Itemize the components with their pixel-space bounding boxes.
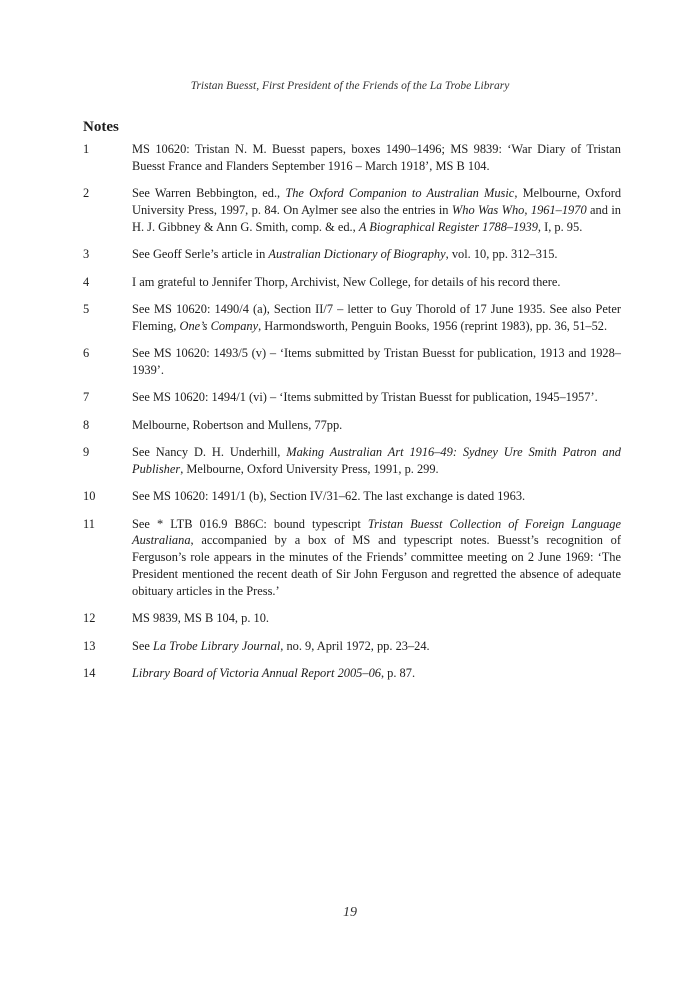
text-segment: , accompanied by a box of MS and typescript notes. Buesst’s recognition of Ferguson’s role appears in the minutes of the Friends’ committee meeting on 2 June 1969: ‘The President mentioned the recent death of Sir John Ferguson and regretted the absence of adequate obituary articles in the Press.’ xyxy=(132,533,621,598)
footnote-number: 5 xyxy=(83,301,90,316)
footnote-number: 13 xyxy=(83,638,96,653)
footnote-number: 8 xyxy=(83,417,90,432)
footnote-item xyxy=(83,516,621,600)
footnote-item xyxy=(83,665,621,682)
footnote-item xyxy=(83,141,621,175)
footnote-item xyxy=(83,345,621,379)
footnote-text xyxy=(132,301,621,335)
footnote-text xyxy=(132,610,621,627)
italic-title: Making Australian Art 1916–49: Sydney Ure Smith Patron and Publisher xyxy=(132,445,621,476)
text-segment: Melbourne, Robertson and Mullens, 77pp. xyxy=(132,417,343,432)
footnote-text xyxy=(132,444,621,478)
footnote-number: 12 xyxy=(83,611,96,626)
italic-title: Who Was Who, 1961–1970 xyxy=(451,202,587,217)
footnote-item xyxy=(83,274,621,291)
footnote-number: 1 xyxy=(83,142,90,156)
text-segment: MS 9839, MS B 104, p. 10. xyxy=(132,611,270,626)
text-segment: See Warren Bebbington, ed., xyxy=(132,186,286,201)
text-segment: See MS 10620: 1491/1 (b), Section IV/31–62. The last exchange is dated 1963. xyxy=(132,489,526,504)
text-segment: I am grateful to Jennifer Thorp, Archivist, New College, for details of his record there. xyxy=(132,274,561,289)
notes-heading: Notes xyxy=(83,119,119,135)
text-segment: , p. 87. xyxy=(380,666,416,681)
footnote-number: 14 xyxy=(83,666,96,681)
footnote-text xyxy=(132,665,621,682)
footnote-text xyxy=(132,185,621,235)
text-segment: See Geoff Serle’s article in xyxy=(132,247,269,262)
footnote-text xyxy=(132,246,621,263)
footnote-number: 7 xyxy=(83,390,90,405)
footnote-item xyxy=(83,389,621,406)
footnote-text xyxy=(132,488,621,505)
italic-title: Library Board of Victoria Annual Report 2005–06 xyxy=(132,666,381,681)
text-segment: MS 10620: Tristan N. M. Buesst papers, boxes 1490–1496; MS 9839: ‘War Diary of Tristan Buesst France and Flanders September 1916 – March 1918’, MS B 104. xyxy=(132,142,621,173)
footnote-number: 2 xyxy=(83,186,90,201)
italic-title: The Oxford Companion to Australian Music xyxy=(285,186,515,201)
text-segment: See * LTB 016.9 B86C: bound typescript xyxy=(132,516,368,531)
footnote-item xyxy=(83,488,621,505)
text-segment: , vol. 10, pp. 312–315. xyxy=(445,247,558,262)
footnote-item xyxy=(83,610,621,627)
footnote-text xyxy=(132,389,621,406)
footnote-text xyxy=(132,638,621,655)
text-segment: , I, p. 95. xyxy=(537,219,583,234)
footnote-number: 10 xyxy=(83,489,96,504)
italic-title: La Trobe Library Journal xyxy=(153,638,281,653)
footnote-item xyxy=(83,444,621,478)
italic-title: Australian Dictionary of Biography xyxy=(268,247,446,262)
text-segment: See Nancy D. H. Underhill, xyxy=(132,445,287,460)
notes-list xyxy=(83,141,621,692)
text-segment: See MS 10620: 1490/4 (a), Section II/7 – letter to Guy Thorold of 17 June 1935. See also Peter Fleming, xyxy=(132,301,621,333)
running-head: Tristan Buesst, First President of the Friends of the La Trobe Library xyxy=(190,80,510,92)
text-segment: , Harmondsworth, Penguin Books, 1956 (reprint 1983), pp. 36, 51–52. xyxy=(258,318,608,333)
page-number: 19 xyxy=(343,905,357,920)
text-segment: and in H. J. Gibbney & Ann G. Smith, comp. & ed., xyxy=(132,202,621,234)
text-segment: , no. 9, April 1972, pp. 23–24. xyxy=(280,638,430,653)
text-segment: See MS 10620: 1493/5 (v) – ‘Items submitted by Tristan Buesst for publication, 1913 and 1928–1939’. xyxy=(132,346,621,377)
italic-title: A Biographical Register 1788–1939 xyxy=(358,219,538,234)
text-segment: , Melbourne, Oxford University Press, 1991, p. 299. xyxy=(180,461,439,476)
footnote-number: 11 xyxy=(83,516,95,531)
footnote-item xyxy=(83,246,621,263)
footnote-item xyxy=(83,638,621,655)
text-segment: See MS 10620: 1494/1 (vi) – ‘Items submitted by Tristan Buesst for publication, 1945–1957’. xyxy=(132,390,598,405)
footnote-item xyxy=(83,185,621,235)
footnote-text xyxy=(132,417,621,434)
footnote-text xyxy=(132,516,621,600)
footnote-text xyxy=(132,274,621,291)
footnote-number: 4 xyxy=(83,274,90,289)
footnote-number: 3 xyxy=(83,247,90,262)
italic-title: Tristan Buesst Collection of Foreign Language Australiana xyxy=(132,516,621,548)
footnote-text xyxy=(132,345,621,379)
footnote-text xyxy=(132,141,621,175)
footnote-number: 6 xyxy=(83,346,90,361)
text-segment: See xyxy=(132,638,153,653)
text-segment: , Melbourne, Oxford University Press, 1997, p. 84. On Aylmer see also the entries in xyxy=(132,186,622,217)
footnote-item xyxy=(83,301,621,335)
italic-title: One’s Company xyxy=(179,318,259,333)
footnote-item xyxy=(83,417,621,434)
footnote-number: 9 xyxy=(83,445,90,460)
